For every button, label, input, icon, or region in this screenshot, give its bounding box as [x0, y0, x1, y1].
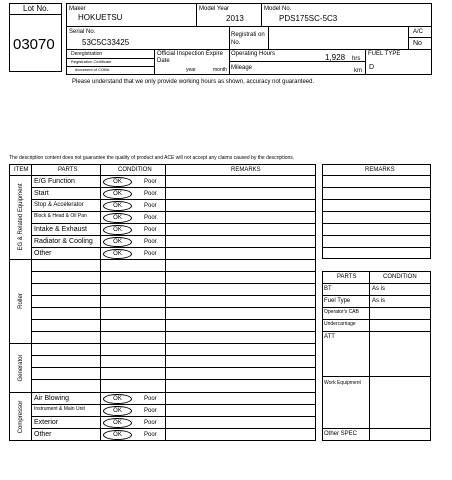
poor-option: Poor [144, 239, 157, 245]
ok-mark: OK [103, 237, 132, 247]
group-compressor: Compressor [18, 400, 24, 434]
hrs-unit: hrs [352, 56, 361, 62]
parts-row-undercarriage: Undercarriage [324, 321, 356, 327]
parts-col-condition: CONDITION [383, 274, 417, 280]
ok-mark: OK [103, 394, 132, 404]
part-intake-exhaust: Intake & Exhaust [34, 226, 87, 233]
ac-value: No [413, 40, 422, 47]
poor-option: Poor [144, 191, 157, 197]
parts-row-fuel-type: Fuel Type [324, 298, 351, 304]
part-start: Start [34, 190, 49, 197]
ok-mark: OK [103, 201, 132, 211]
part-eg-function: E/G Function [34, 178, 75, 185]
parts-row-bt-condition: As is [372, 286, 386, 292]
parts-row-fuel-type-condition: As is [372, 298, 386, 304]
parts-row-att: ATT [324, 334, 335, 340]
maker-label: Maker [69, 6, 86, 12]
col-item: ITEM [14, 167, 29, 173]
model-year-value: 2013 [226, 14, 244, 23]
ok-mark: OK [103, 225, 132, 235]
parts-row-other-spec: Other SPEC [324, 431, 358, 437]
ok-mark: OK [103, 430, 132, 440]
poor-option: Poor [144, 432, 157, 438]
month-label: month [213, 67, 227, 73]
parts-row-work-equipment: Work Equipment [324, 380, 361, 386]
part-compressor-other: Other [34, 431, 52, 438]
ok-mark: OK [103, 189, 132, 199]
part-exterior: Exterior [34, 419, 59, 426]
part-instrument-main-unit: Instrument & Main Unit [34, 406, 85, 412]
operating-hours-value: 1,928 [325, 53, 346, 62]
col-condition: CONDITION [118, 167, 152, 173]
group-eg-related-equipment: EG & Related Equipment [18, 183, 24, 251]
deregistration-label: Deregistration [71, 51, 103, 57]
part-radiator-cooling: Radiator & Cooling [34, 238, 93, 245]
coba-label: document of COBA [75, 67, 110, 72]
serial-label: Serial No. [69, 29, 96, 35]
ac-label: A/C [413, 29, 424, 35]
parts-row-bt: BT [324, 286, 332, 292]
ok-mark: OK [103, 177, 132, 187]
disclaimer: The description content does not guarantee the quality of product and ACE will not accept any claims caused by the descriptions. [9, 155, 295, 161]
fuel-type-label: FUEL TYPE [368, 51, 401, 57]
part-stop-accelerator: Stop & Accelerator [34, 202, 84, 208]
lot-label: Lot No. [23, 4, 49, 13]
mileage-label: Mileage [231, 65, 253, 71]
part-air-blowing: Air Blowing [34, 395, 70, 402]
model-no-value: PDS175SC-5C3 [279, 14, 338, 23]
fuel-type-value: D [369, 64, 375, 71]
poor-option: Poor [144, 420, 157, 426]
serial-value: 53C5C33425 [82, 38, 130, 47]
poor-option: Poor [144, 179, 157, 185]
year-label: year [186, 67, 196, 73]
km-unit: km [354, 68, 362, 74]
model-year-label: Model Year [199, 6, 230, 12]
maker-value: HOKUETSU [78, 13, 123, 22]
poor-option: Poor [144, 215, 157, 221]
official-inspection-label: Official Inspection Expire Date [157, 51, 223, 64]
ok-mark: OK [103, 213, 132, 223]
poor-option: Poor [144, 227, 157, 233]
poor-option: Poor [144, 408, 157, 414]
group-generator: Generator [18, 354, 24, 382]
registration-no-label: Registrati on No. [231, 32, 265, 46]
col-remarks: REMARKS [231, 167, 261, 173]
poor-option: Poor [144, 203, 157, 209]
hours-notice: Please understand that we only provide working hours as shown, accuracy not guaranteed. [72, 79, 315, 85]
part-eg-other: Other [34, 250, 52, 257]
parts-row-operators-cab: Operator's CAB [324, 309, 359, 315]
lot-number: 03070 [13, 36, 55, 53]
model-no-label: Model No. [264, 6, 292, 12]
ok-mark: OK [103, 418, 132, 428]
poor-option: Poor [144, 251, 157, 257]
operating-hours-label: Operating Hours [231, 51, 276, 57]
group-roller: Roller [18, 293, 24, 309]
ok-mark: OK [103, 249, 132, 259]
part-block-head-oil-pan: Block & Head & Oil Pan [34, 213, 87, 219]
parts-col-parts: PARTS [337, 274, 357, 280]
poor-option: Poor [144, 396, 157, 402]
right-remarks-header: REMARKS [365, 167, 395, 173]
ok-mark: OK [103, 406, 132, 416]
col-parts: PARTS [58, 167, 78, 173]
registration-certificate-label: Registration Certificate [71, 59, 112, 64]
